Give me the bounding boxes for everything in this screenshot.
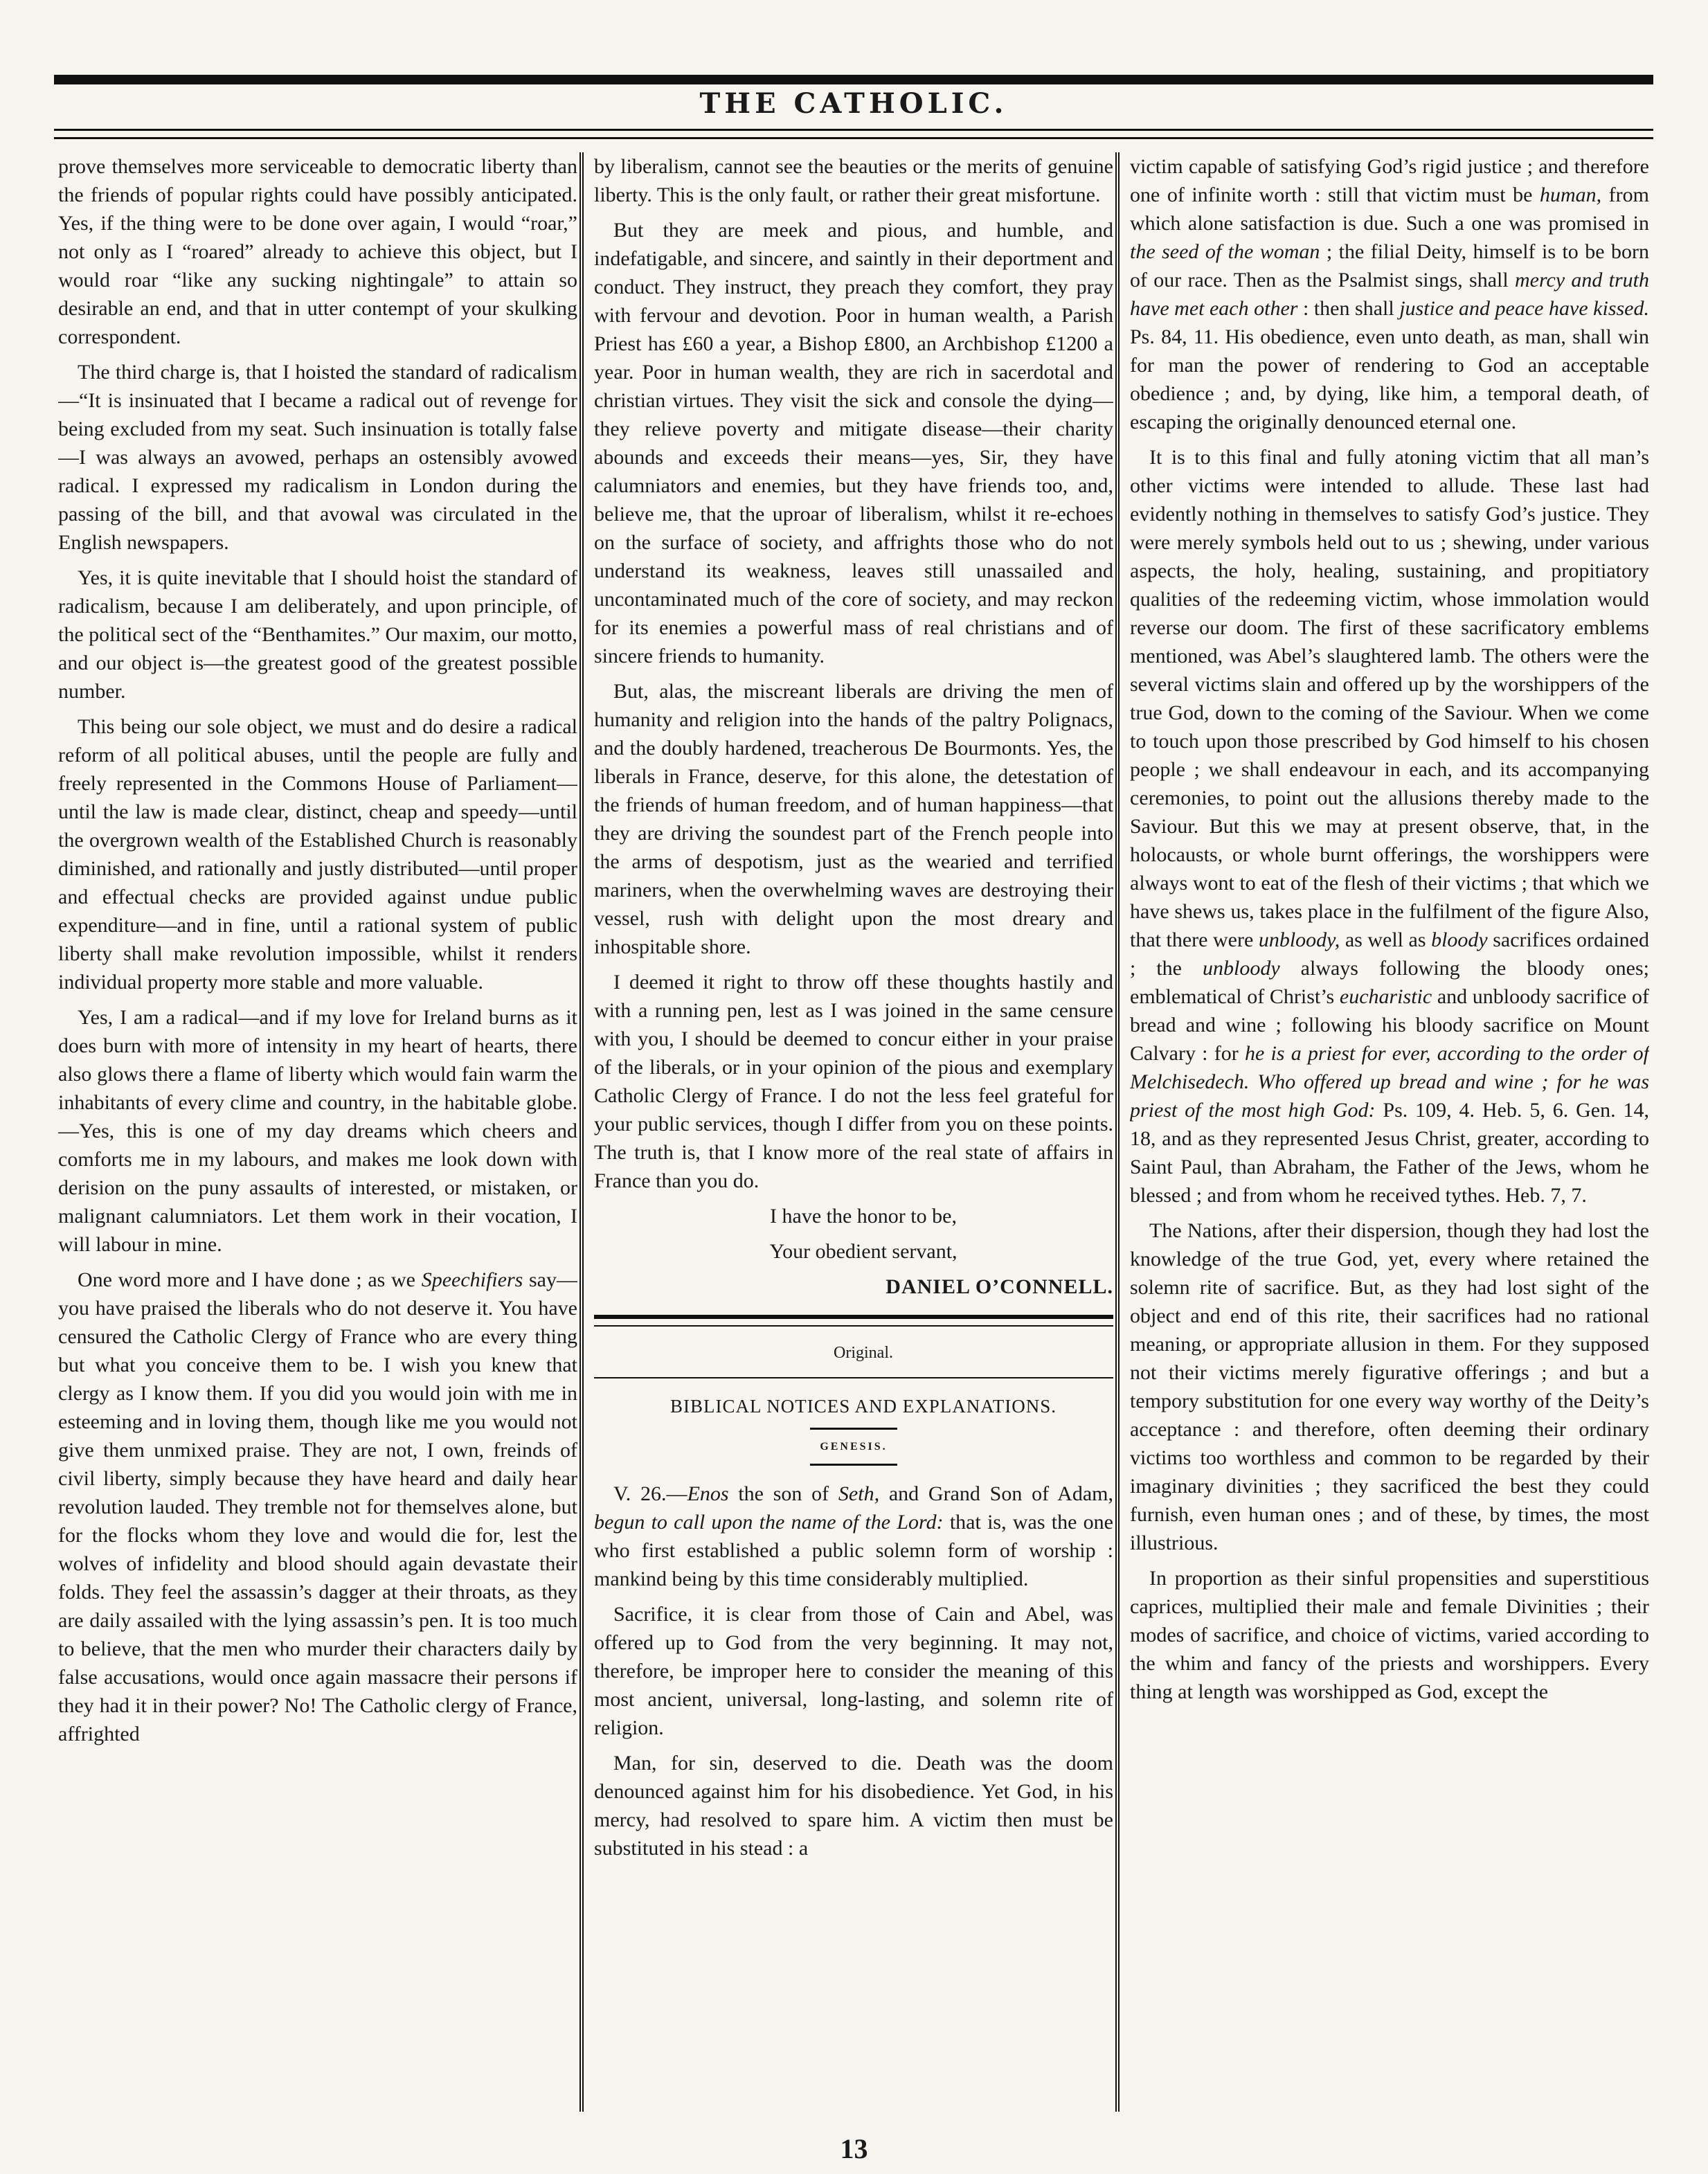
text-run: sacrifices ordained ; the [1130, 928, 1649, 980]
italic-text: he is a priest for ever, according to the order of Melchisedech. Who offered up bread and wine ; for he was priest of the most high God: [1130, 1042, 1649, 1122]
paragraph: This being our sole object, we must and do desire a radical reform of all political abuses, until the people are fully and freely represented in the Commons House of Parliament—until the law is made clear, distinct, cheap and speedy—until the overgrown wealth of the Established Church is reasonably diminished, and rationally and justly distributed—until proper and effectual checks are provided against undue public expenditure—and in fine, until a rational system of public liberty shall make revolution impossible, whilst it renders individual property more stable and more valuable. [58, 715, 577, 994]
italic-text: begun to call upon the name of the Lord: [594, 1511, 944, 1534]
italic-text: human, [1539, 183, 1602, 206]
text-run: V. 26.— [613, 1482, 687, 1505]
text-run: victim capable of satisfying God’s rigid justice ; and therefore one of infinite worth : still that victim must be [1130, 155, 1649, 206]
italic-text: Enos [687, 1482, 729, 1505]
column-3 [1130, 152, 1649, 2112]
italic-text: Speechifiers [421, 1268, 523, 1291]
text-run: say—you have praised the liberals who do not deserve it. You have censured the Catholic Clergy of France who are every thing but what you conceive them to be. I wish you knew that clergy as I know them. If you did you would join with me in esteeming and in loving them, though like me you would not give them unmixed praise. They are not, I own, freinds of civil liberty, simply because they have heard and daily hear revolution lauded. They tremble not for themselves alone, but for the flocks whom they love and would die for, lest the wolves of infidelity and blood should again devastate their folds. They feel the assassin’s dagger at their throats, as they are daily assailed with the lying assassin’s pen. It is too much to believe, that the men who murder their characters daily by false accusations, would once again massacre their persons if they had it in their power? No! The Catholic clergy of France, affrighted [58, 1268, 577, 1745]
masthead-rule [54, 129, 1653, 139]
paragraph: by liberalism, cannot see the beauties or the merits of genuine liberty. This is the only fault, or rather their great misfortune. [594, 155, 1113, 206]
article-separator [594, 1315, 1113, 1327]
signature: DANIEL O’CONNELL. [886, 1275, 1113, 1298]
text-run: : then shall [1297, 297, 1400, 320]
text-run: always following the bloody ones; emblematical of Christ’s [1130, 957, 1649, 1008]
paragraph [594, 1480, 1113, 1593]
italic-text: bloody [1431, 928, 1488, 951]
italic-text: mercy and truth have met each other [1130, 269, 1649, 320]
article-heading: BIBLICAL NOTICES AND EXPLANATIONS. [670, 1396, 1057, 1417]
text-run: that is, was the one who first established a public solemn form of worship : mankind being by this time considerably multiplied. [594, 1511, 1113, 1590]
italic-text: Seth, [838, 1482, 880, 1505]
text-run: the son of [728, 1482, 838, 1505]
paragraph: Sacrifice, it is clear from those of Cain and Abel, was offered up to God from the very beginning. It may not, therefore, be improper here to consider the meaning of this most ancient, universal, long-lasting, and solemn rite of religion. [594, 1603, 1113, 1739]
text-run: and Grand Son of Adam, [879, 1482, 1113, 1505]
paragraph: The Nations, after their dispersion, though they had lost the knowledge of the true God, yet, every where retained the solemn rite of sacrifice. But, as they had lost sight of the object and end of this rite, their sacrifices had no rational meaning, or appropriate allusion in them. For they supposed not their victims merely figurative offerings ; and but a tempory substitution for one every way worthy of the Deity’s acceptance : and therefore, often deeming their ordinary victims too worthless and common to be regarded by their imaginary divinities ; they sacrificed the best they could furnish, even human ones ; and of these, by times, the most illustrious. [1130, 1219, 1649, 1554]
italic-text: unbloody, [1258, 928, 1340, 951]
column-2 [594, 152, 1113, 2112]
page-number: 13 [840, 2133, 868, 2164]
text-run: ; the filial Deity, himself is to be born of our race. Then as the Psalmist sings, shall [1130, 240, 1649, 291]
paragraph: I deemed it right to throw off these thoughts hastily and with a running pen, lest as I was joined in the same censure with you, I should be deemed to concur either in your praise of the liberals, or in your opinion of the pious and exemplary Catholic Clergy of France. I do not the less feel grateful for your public services, though I differ from you on these points. The truth is, that I know more of the real state of affairs in France than you do. [594, 971, 1113, 1192]
paragraph: Yes, I am a radical—and if my love for Ireland burns as it does burn with more of intensity in my heart of hearts, there also glows there a flame of liberty which would fain warm the inhabitants of every clime and country, in the habitable globe.—Yes, this is one of my day dreams which cheers and comforts me in my labours, and makes me look down with derision on the puny assaults of interested, or mistaken, or malignant calumniators. Let them work in their vocation, I will labour in mine. [58, 1006, 577, 1256]
closing-line: Your obedient servant, [769, 1240, 958, 1263]
italic-text: unbloody [1203, 957, 1280, 980]
masthead: THE CATHOLIC. [699, 87, 1008, 120]
paragraph: The third charge is, that I hoisted the standard of radicalism—“It is insinuated that I became a radical out of revenge for being excluded from my seat. Such insinuation is totally false—I was always an avowed, perhaps an ostensibly avowed radical. I expressed my radicalism in London during the passing of the bill, and that avowal was circulated in the English newspapers. [58, 361, 577, 554]
paragraph: Yes, it is quite inevitable that I should hoist the standard of radicalism, because I am deliberately, and upon principle, of the political sect of the “Benthamites.” Our maxim, our motto, and our object is—the greatest good of the greatest possible number. [58, 566, 577, 703]
section-label: Original. [834, 1344, 893, 1362]
paragraph [58, 1266, 577, 1748]
text-run: One word more and I have done ; as we [78, 1268, 422, 1291]
italic-text: the seed of the woman [1130, 240, 1320, 263]
text-run: as well as [1340, 928, 1432, 951]
paragraph: But they are meek and pious, and humble, and indefatigable, and sincere, and saintly in their deportment and conduct. They instruct, they preach they comfort, they pray with fervour and devotion. Poor in human wealth, a Parish Priest has £60 a year, a Bishop £800, an Archbishop £1200 a year. Poor in human wealth, they are rich in sacerdotal and christian virtues. They visit the sick and console the dying—they relieve poverty and mitigate disease—their charity abounds and exceeds their means—yes, Sir, they have calumniators and enemies, but they have friends too, and, believe me, that the uproar of liberalism, whilst it re-echoes on the surface of society, and affrights those who do not understand its weakness, leaves still unassailed and uncontaminated much of the core of society, and may reckon for its enemies a powerful mass of real christians and of sincere friends to humanity. [594, 219, 1113, 667]
paragraph [1130, 152, 1649, 436]
closing-line: I have the honor to be, [770, 1205, 957, 1228]
italic-text: justice and peace have kissed. [1399, 297, 1649, 320]
text-run: from which alone satisfaction is due. Such a one was promised in [1130, 183, 1649, 235]
column-divider [579, 152, 584, 2112]
column-divider [1115, 152, 1120, 2112]
paragraph: But, alas, the miscreant liberals are driving the men of humanity and religion into the hands of the paltry Polignacs, and the doubly hardened, treacherous De Bourmonts. Yes, the liberals in France, deserve, for this alone, the detestation of the friends of human freedom, and of human happiness—that they are driving the soundest part of the French people into the arms of despotism, just as the wearied and terrified mariners, when the overwhelming waves are destroying their vessel, rush with delight upon the most dreary and inhospitable shore. [594, 680, 1113, 958]
text-run: It is to this final and fully atoning victim that all man’s other victims were intended to allude. These last had evidently nothing in themselves to satisfy God’s justice. They were merely symbols held out to us ; shewing, under various aspects, the holy, healing, sustaining, and propitiatory qualities of the redeeming victim, whose immolation would reverse our doom. The first of these sacrificatory emblems mentioned, was Abel’s slaughtered lamb. The others were the several victims slain and offered up by the worshippers of the true God, down to the coming of the Saviour. When we come to touch upon those prescribed by God himself to his chosen people ; we shall endeavour in each, and its accompanying ceremonies, to point out the allusions thereby made to the Saviour. But this we may at present observe, that, in the holocausts, or whole burnt offerings, the worshippers were always wont to eat of the flesh of their victims ; that which we have shews us, takes place in the fulfilment of the figure Also, that there were [1130, 446, 1649, 951]
paragraph: Man, for sin, deserved to die. Death was the doom denounced against him for his disobedience. Yet God, in his mercy, had resolved to spare him. A victim then must be substituted in his stead : a [594, 1752, 1113, 1860]
subheading: GENESIS. [810, 1428, 897, 1466]
subheading-wrap [594, 1428, 1113, 1466]
paragraph [1130, 443, 1649, 1210]
text-run: Ps. 84, 11. His obedience, even unto death, as man, shall win for man the power of rendering to God an acceptable obedience ; and, by dying, like him, a temporal death, of escaping the originally denounced eternal one. [1130, 325, 1649, 433]
article-separator [594, 1377, 1113, 1378]
column-1 [58, 152, 577, 2112]
top-rule [54, 75, 1653, 84]
text-run: and unbloody sacrifice of bread and wine ; following his bloody sacrifice on Mount Calvary : for [1130, 985, 1649, 1065]
paragraph: In proportion as their sinful propensities and superstitious caprices, multiplied their male and female Divinities ; their modes of sacrifice, and choice of victims, varied according to the whim and fancy of the priests and worshippers. Every thing at length was worshipped as God, except the [1130, 1567, 1649, 1703]
paragraph: prove themselves more serviceable to democratic liberty than the friends of popular rights could have possibly anticipated. Yes, if the thing were to be done over again, I would “roar,” not only as I “roared” already to achieve this object, but I would roar “like any sucking nightingale” to attain so desirable an end, and that in utter contempt of your skulking correspondent. [58, 155, 577, 348]
italic-text: eucharistic [1339, 985, 1432, 1008]
text-run: Ps. 109, 4. Heb. 5, 6. Gen. 14, 18, and as they represented Jesus Christ, greater, according to Saint Paul, than Abraham, the Father of the Jews, whom he blessed ; and from whom he received tythes. Heb. 7, 7. [1130, 1099, 1649, 1207]
